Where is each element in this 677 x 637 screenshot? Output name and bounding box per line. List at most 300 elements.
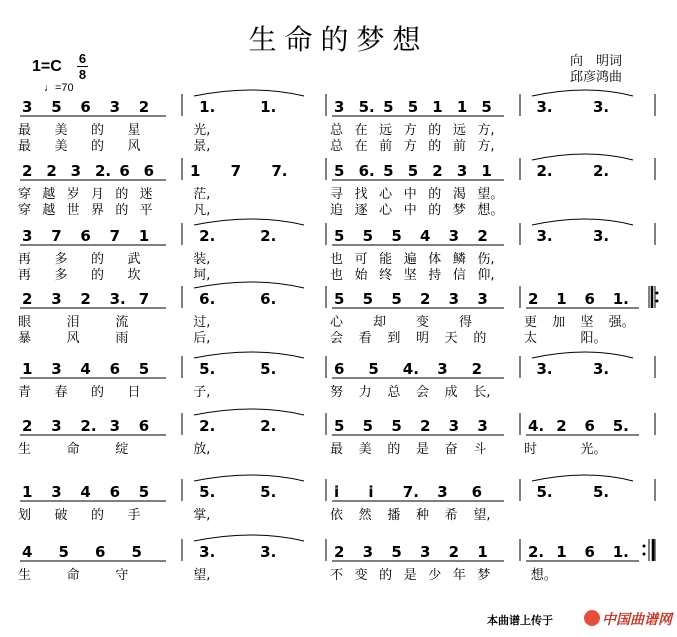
note: 7 xyxy=(51,227,62,245)
note: 7 xyxy=(138,290,150,308)
lyric-char: 命 xyxy=(66,568,80,583)
note: 2. xyxy=(528,543,545,561)
note: 5. xyxy=(260,360,277,378)
lyric-char: 在 xyxy=(354,139,368,154)
note: 5. xyxy=(612,417,629,435)
tie-arc xyxy=(532,90,633,96)
lyric-char: 方 xyxy=(403,123,417,138)
note: 3 xyxy=(51,360,62,378)
lyric-char: 终 xyxy=(379,268,393,283)
lyric-char: 方 xyxy=(403,139,417,154)
lyric-char: 信 xyxy=(452,268,466,283)
note: 2. xyxy=(260,227,277,245)
tie-arc xyxy=(194,352,304,358)
note: 2 xyxy=(46,162,57,180)
lyric-char: 美 xyxy=(54,139,68,154)
lyric-char: 明 xyxy=(416,331,430,346)
note: 6 xyxy=(334,360,345,378)
note: 5 xyxy=(362,417,374,435)
tie-arc xyxy=(532,352,633,358)
lyric-char: 总 xyxy=(330,139,344,154)
note: 2. xyxy=(199,227,216,245)
note: 5 xyxy=(334,227,345,245)
lyric-char: 茫, xyxy=(193,187,211,202)
note: 6 xyxy=(109,360,121,378)
lyric-char: 然 xyxy=(358,508,372,523)
tie-arc xyxy=(194,475,304,481)
tempo-marking: ♩=70 xyxy=(44,82,74,94)
lyric-char: 凡, xyxy=(193,203,211,218)
note: 2. xyxy=(199,417,216,435)
lyric-char: 坚 xyxy=(403,268,417,283)
note: 6 xyxy=(584,543,595,561)
note: 3. xyxy=(199,543,216,561)
note: 5 xyxy=(391,543,402,561)
note: 1. xyxy=(612,543,629,561)
lyric-char: 能 xyxy=(379,252,393,267)
note: 1 xyxy=(556,543,567,561)
lyric-char: 月 xyxy=(91,187,105,202)
note: 2 xyxy=(80,290,91,308)
lyric-char: 的 xyxy=(428,123,442,138)
note: 1 xyxy=(556,290,567,308)
note: 5 xyxy=(138,483,150,501)
note: 6 xyxy=(143,162,155,180)
lyric-char: 强。 xyxy=(608,315,635,330)
note: 3 xyxy=(109,417,121,435)
note: 2 xyxy=(528,290,539,308)
lyric-char: 始 xyxy=(354,268,368,283)
lyric-char: 生 xyxy=(18,568,32,583)
note: 2 xyxy=(471,360,483,378)
lyric-char: 光。 xyxy=(580,442,607,457)
lyric-char: 穿 xyxy=(18,203,32,218)
tie-arc xyxy=(194,409,304,415)
note: 2 xyxy=(22,417,33,435)
lyric-char: 的 xyxy=(115,203,129,218)
tie-arc xyxy=(194,282,304,288)
lyric-char: 逐 xyxy=(354,203,368,218)
note: 3 xyxy=(22,227,33,245)
lyric-char: 力 xyxy=(358,385,372,400)
lyric-char: 暴 xyxy=(18,331,32,346)
note: 6 xyxy=(584,290,595,308)
lyric-char: 会 xyxy=(416,385,430,400)
note: 3. xyxy=(109,290,126,308)
note: 7 xyxy=(109,227,121,245)
note: 3. xyxy=(536,360,553,378)
lyric-char: 是 xyxy=(416,442,430,457)
lyric-char: 景, xyxy=(193,139,211,154)
lyric-char: 斗 xyxy=(473,442,487,457)
note: 6 xyxy=(80,227,91,245)
lyric-char: 多 xyxy=(54,268,68,283)
lyric-char: 想。 xyxy=(530,568,557,583)
lyric-char: 是 xyxy=(403,568,417,583)
note: 2 xyxy=(22,290,33,308)
lyric-char: 风 xyxy=(127,139,141,154)
lyric-char: 后, xyxy=(193,331,211,346)
lyric-char: 的 xyxy=(91,268,105,283)
lyric-char: 中 xyxy=(403,187,417,202)
tie-arc xyxy=(194,219,304,225)
lyric-char: 绽 xyxy=(115,442,129,457)
note: 2 xyxy=(138,98,150,116)
lyric-char: 天 xyxy=(444,331,458,346)
note: 2 xyxy=(22,162,33,180)
lyric-char: 总 xyxy=(330,123,344,138)
note: 6. xyxy=(358,162,375,180)
note: 6. xyxy=(260,290,277,308)
lyric-char: 努 xyxy=(330,385,344,400)
lyric-char: 的 xyxy=(91,385,105,400)
note: 5 xyxy=(391,417,402,435)
lyric-char: 阳。 xyxy=(580,331,607,346)
note: 4 xyxy=(80,483,91,501)
lyric-char: 流 xyxy=(115,315,129,330)
note: 3. xyxy=(536,98,553,116)
lyric-char: 再 xyxy=(18,252,32,267)
lyric-char: 的 xyxy=(379,568,393,583)
lyric-char: 坎 xyxy=(127,268,141,283)
lyric-char: 光, xyxy=(193,123,211,138)
lyric-char: 方, xyxy=(477,139,495,154)
lyric-char: 时 xyxy=(524,442,538,457)
note: 6 xyxy=(138,417,150,435)
lyric-char: 划 xyxy=(18,508,32,523)
note: 5 xyxy=(138,360,150,378)
note: 5 xyxy=(391,290,402,308)
lyric-char: 泪 xyxy=(66,315,80,330)
lyric-char: 日 xyxy=(127,385,141,400)
lyric-char: 再 xyxy=(18,268,32,283)
lyric-char: 仰, xyxy=(477,268,495,283)
note: 7 xyxy=(230,162,242,180)
lyric-char: 望, xyxy=(473,508,491,523)
lyric-char: 寻 xyxy=(330,187,344,202)
lyric-char: 长, xyxy=(473,385,491,400)
note: 1 xyxy=(477,543,488,561)
lyric-char: 装, xyxy=(193,252,211,267)
lyric-char: 越 xyxy=(42,203,56,218)
lyric-char: 的 xyxy=(428,139,442,154)
lyric-char: 到 xyxy=(387,331,401,346)
lyric-char: 子, xyxy=(193,385,211,400)
lyric-char: 世 xyxy=(66,203,80,218)
lyric-char: 的 xyxy=(91,508,105,523)
note: 2. xyxy=(536,162,553,180)
note: 2. xyxy=(95,162,112,180)
lyric-char: 梦 xyxy=(452,203,466,218)
note: 1 xyxy=(22,360,33,378)
lyric-char: 穿 xyxy=(18,187,32,202)
note: 6 xyxy=(119,162,130,180)
lyric-char: 奋 xyxy=(444,442,458,457)
lyric-char: 最 xyxy=(18,123,32,138)
lyric-char: 岁 xyxy=(66,187,80,202)
lyric-char: 最 xyxy=(330,442,344,457)
note: 6. xyxy=(199,290,216,308)
note: 5. xyxy=(358,98,375,116)
note: 5 xyxy=(51,98,62,116)
note: 3 xyxy=(51,290,62,308)
note: 5. xyxy=(260,483,277,501)
lyric-char: 太 xyxy=(524,331,538,346)
lyric-char: 守 xyxy=(115,568,129,583)
lyric-char: 的 xyxy=(91,123,105,138)
note: 7. xyxy=(402,483,419,501)
note: 3 xyxy=(437,360,448,378)
lyric-char: 远 xyxy=(379,123,393,138)
lyric-char: 生 xyxy=(18,442,32,457)
note: 5 xyxy=(362,227,374,245)
note: 2 xyxy=(448,543,460,561)
lyric-char: 总 xyxy=(387,385,401,400)
lyric-char: 雨 xyxy=(115,331,129,346)
note: 3 xyxy=(51,417,62,435)
lyric-char: 也 xyxy=(330,268,344,283)
note: 4 xyxy=(22,543,33,561)
note: 3. xyxy=(592,227,610,245)
note: 3 xyxy=(448,290,460,308)
note: 3 xyxy=(456,162,468,180)
lyric-char: 体 xyxy=(428,252,442,267)
lyric-char: 可 xyxy=(354,252,368,267)
key-signature: 1=C xyxy=(32,58,62,75)
site-logo-text: 中国曲谱网 xyxy=(602,611,672,627)
lyric-char: 想。 xyxy=(477,203,504,218)
lyricist: 向 明词 xyxy=(570,53,623,68)
note: 4. xyxy=(402,360,419,378)
upload-note: 本曲谱上传于 xyxy=(487,615,553,627)
note: 6 xyxy=(95,543,106,561)
note: 5 xyxy=(362,290,374,308)
note: 3 xyxy=(420,543,431,561)
note: 3 xyxy=(477,290,488,308)
lyric-char: 远 xyxy=(452,123,466,138)
note: 1 xyxy=(432,98,443,116)
meter-top: 6 xyxy=(78,51,87,66)
repeat-dot xyxy=(656,300,659,303)
lyric-char: 加 xyxy=(552,315,566,330)
lyric-char: 不 xyxy=(330,568,344,583)
lyric-char: 的 xyxy=(428,187,442,202)
lyric-char: 界 xyxy=(91,203,105,218)
note: 3 xyxy=(70,162,82,180)
lyric-char: 前 xyxy=(452,139,466,154)
lyric-char: 看 xyxy=(358,331,372,346)
lyric-char: 成 xyxy=(444,385,458,400)
note: 5 xyxy=(334,290,345,308)
note: 5 xyxy=(58,543,69,561)
note: 1. xyxy=(260,98,277,116)
lyric-char: 在 xyxy=(354,123,368,138)
note: 5 xyxy=(383,98,394,116)
note: 5. xyxy=(536,483,553,501)
note: 1 xyxy=(22,483,33,501)
note: i xyxy=(334,483,340,501)
note: 4 xyxy=(80,360,91,378)
note: 1. xyxy=(199,98,216,116)
lyric-char: 心 xyxy=(330,315,344,330)
lyric-char: 坚 xyxy=(580,315,594,330)
note: 3. xyxy=(592,360,610,378)
lyric-char: 的 xyxy=(428,203,442,218)
note: 5 xyxy=(334,162,345,180)
composer: 邱彦鸿曲 xyxy=(570,69,623,84)
lyric-char: 遍 xyxy=(403,252,417,267)
lyric-char: 眼 xyxy=(18,315,32,330)
note: 1 xyxy=(190,162,201,180)
note: 5 xyxy=(391,227,402,245)
lyric-char: 风 xyxy=(66,331,80,346)
lyric-char: 年 xyxy=(452,568,466,583)
note: 3 xyxy=(51,483,62,501)
lyric-char: 伤, xyxy=(477,252,495,267)
lyric-char: 命 xyxy=(66,442,80,457)
lyric-char: 星 xyxy=(127,123,141,138)
note: 5 xyxy=(407,98,419,116)
note: 2 xyxy=(477,227,488,245)
note: 5 xyxy=(368,360,379,378)
lyric-char: 越 xyxy=(42,187,56,202)
repeat-dot xyxy=(643,545,646,548)
note: 5. xyxy=(592,483,610,501)
lyric-char: 坷, xyxy=(193,268,211,283)
lyric-char: 鳞 xyxy=(452,252,466,267)
note: 3 xyxy=(437,483,448,501)
lyric-char: 多 xyxy=(54,252,68,267)
note: 1. xyxy=(612,290,629,308)
lyric-char: 梦 xyxy=(477,568,491,583)
tie-arc xyxy=(194,90,304,96)
note: 2. xyxy=(260,417,277,435)
lyric-char: 希 xyxy=(444,508,458,523)
note: 5 xyxy=(407,162,419,180)
lyric-char: 的 xyxy=(91,139,105,154)
lyric-char: 少 xyxy=(428,568,442,583)
lyric-char: 找 xyxy=(354,187,368,202)
lyric-char: 的 xyxy=(115,187,129,202)
note: 2 xyxy=(334,543,345,561)
lyric-char: 变 xyxy=(354,568,368,583)
note: 2 xyxy=(556,417,567,435)
lyric-char: 平 xyxy=(139,203,153,218)
note: 3 xyxy=(448,227,460,245)
lyric-char: 却 xyxy=(373,315,387,330)
note: 2 xyxy=(420,290,431,308)
lyric-char: 得 xyxy=(459,315,473,330)
note: 4. xyxy=(528,417,545,435)
note: 3 xyxy=(477,417,488,435)
lyric-char: 更 xyxy=(524,315,538,330)
note: 2. xyxy=(80,417,97,435)
repeat-dot xyxy=(656,292,659,295)
note: 1 xyxy=(481,162,492,180)
note: 5. xyxy=(199,360,216,378)
site-logo[interactable] xyxy=(584,607,670,629)
lyric-char: 也 xyxy=(330,252,344,267)
note: 7. xyxy=(271,162,288,180)
lyric-char: 手 xyxy=(127,508,141,523)
lyric-char: 会 xyxy=(330,331,344,346)
note: 3 xyxy=(334,98,345,116)
lyric-char: 美 xyxy=(358,442,372,457)
note: 3. xyxy=(536,227,553,245)
lyric-char: 前 xyxy=(379,139,393,154)
note: 3 xyxy=(448,417,460,435)
lyric-char: 青 xyxy=(18,385,32,400)
lyric-char: 的 xyxy=(91,252,105,267)
lyric-char: 过, xyxy=(193,315,211,330)
note: 3. xyxy=(592,98,610,116)
lyric-char: 武 xyxy=(127,252,141,267)
note: 3 xyxy=(22,98,33,116)
song-title: 生命的梦想 xyxy=(248,23,429,56)
note: i xyxy=(368,483,374,501)
lyric-char: 种 xyxy=(416,508,430,523)
note: 5 xyxy=(481,98,492,116)
note: 5 xyxy=(131,543,142,561)
lyric-char: 渴 xyxy=(452,187,466,202)
lyric-char: 的 xyxy=(473,331,487,346)
tie-arc xyxy=(532,475,633,481)
lyric-char: 春 xyxy=(54,385,68,400)
lyric-char: 中 xyxy=(403,203,417,218)
note: 3 xyxy=(109,98,121,116)
note: 5 xyxy=(383,162,394,180)
note: 2 xyxy=(432,162,443,180)
note: 5. xyxy=(199,483,216,501)
tie-arc xyxy=(532,154,633,160)
lyric-char: 持 xyxy=(428,268,442,283)
note: 6 xyxy=(109,483,121,501)
lyric-char: 最 xyxy=(18,139,32,154)
note: 1 xyxy=(456,98,468,116)
tie-arc xyxy=(194,535,304,541)
lyric-char: 心 xyxy=(379,187,393,202)
tie-arc xyxy=(532,219,633,225)
meter-bottom: 8 xyxy=(78,67,87,82)
lyric-char: 美 xyxy=(54,123,68,138)
note: 3 xyxy=(362,543,374,561)
repeat-dot xyxy=(643,553,646,556)
lyric-char: 播 xyxy=(387,508,401,523)
lyric-char: 追 xyxy=(330,203,344,218)
note: 6 xyxy=(471,483,483,501)
note: 6 xyxy=(584,417,595,435)
logo-icon xyxy=(584,610,600,626)
lyric-char: 依 xyxy=(330,508,344,523)
note: 1 xyxy=(138,227,150,245)
note: 5 xyxy=(334,417,345,435)
note: 2 xyxy=(420,417,431,435)
lyric-char: 迷 xyxy=(139,187,153,202)
lyric-char: 方, xyxy=(477,123,495,138)
note: 4 xyxy=(420,227,431,245)
lyric-char: 破 xyxy=(54,508,68,523)
lyric-char: 心 xyxy=(379,203,393,218)
lyric-char: 的 xyxy=(387,442,401,457)
lyric-char: 变 xyxy=(416,315,430,330)
note: 2. xyxy=(592,162,610,180)
lyric-char: 望。 xyxy=(477,187,504,202)
note: 3. xyxy=(260,543,277,561)
lyric-char: 掌, xyxy=(193,508,211,523)
lyric-char: 望, xyxy=(193,568,211,583)
lyric-char: 放, xyxy=(193,442,211,457)
note: 6 xyxy=(80,98,91,116)
